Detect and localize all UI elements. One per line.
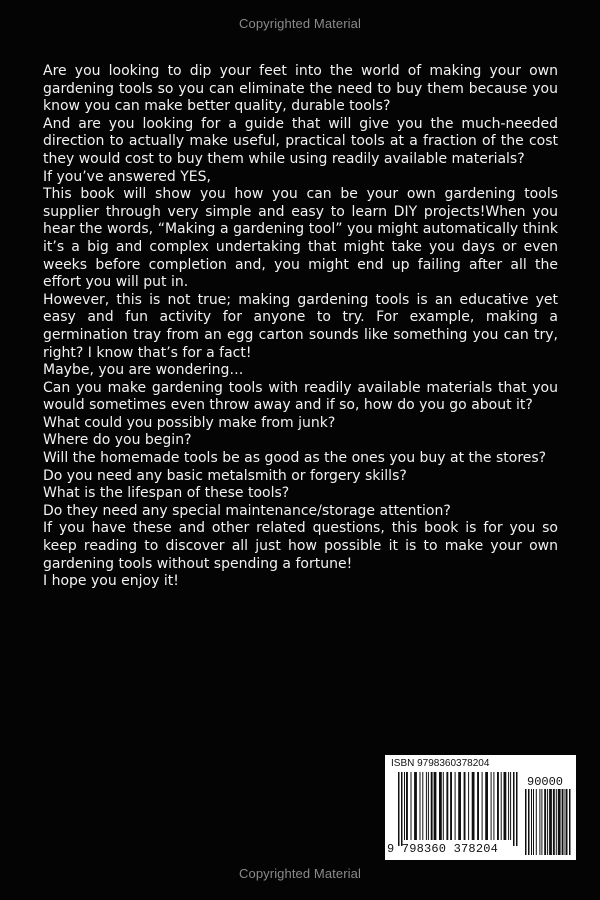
blurb-paragraph: Do you need any basic metalsmith or forgery skills?: [43, 467, 407, 484]
barcode-bar: [431, 772, 433, 840]
barcode-bar: [401, 772, 403, 846]
barcode-bar: [544, 789, 546, 855]
barcode-bar: [501, 772, 502, 840]
barcode-bar: [525, 789, 527, 855]
blurb-paragraph: Are you looking to dip your feet into the world of making your own gardening tools so you can eliminate the need to buy them because you know you can make better quality, durable tools?: [43, 63, 558, 115]
barcode-bar: [549, 789, 552, 855]
back-cover-blurb: [43, 63, 558, 591]
barcode-bar: [464, 772, 466, 840]
blurb-paragraph: If you have these and other related questions, this book is for you so keep reading to discover all just how possible it is to make your own gardening tools without spending a fortune!: [43, 520, 558, 572]
barcode-bar: [569, 789, 571, 855]
barcode-bar: [504, 772, 507, 840]
blurb-paragraph: What could you possibly make from junk?: [43, 414, 336, 431]
blurb-paragraph: However, this is not true; making gardening tools is an educative yet easy and fun activity for anyone to try. For example, making a germination tray from an egg carton sounds like something you can try, right? I know that’s for a fact!: [43, 291, 558, 361]
barcode-bar: [434, 772, 437, 840]
barcode-bar: [497, 772, 499, 840]
barcode-bar: [562, 789, 564, 855]
barcode-bar: [455, 772, 456, 840]
blurb-paragraph: This book will show you how you can be your own gardening tools supplier through very simple and easy to learn DIY projects!When you hear the words, “Making a gardening tool” you might automatically think it’s a big and complex undertaking that might take you days or even weeks before completion and, you might end up failing after all the effort you will put in.: [43, 186, 558, 291]
barcode-bar: [426, 772, 427, 840]
barcode-bar: [558, 789, 561, 855]
copyright-watermark-top: Copyrighted Material: [239, 16, 361, 31]
blurb-paragraph: Maybe, you are wondering…: [43, 362, 244, 379]
blurb-paragraph: Do they need any special maintenance/storage attention?: [43, 502, 451, 519]
barcode-bar: [443, 772, 444, 840]
barcode-bar: [493, 772, 494, 840]
blurb-paragraph: I hope you enjoy it!: [43, 573, 179, 590]
blurb-paragraph: Can you make gardening tools with readily available materials that you would sometimes even throw away and if so, how do you go about it?: [43, 379, 558, 414]
barcode-bar: [547, 789, 548, 855]
barcode-bar: [566, 789, 568, 855]
barcode-bar: [510, 772, 511, 840]
barcode-bar: [446, 772, 448, 840]
blurb-paragraph: And are you looking for a guide that will give you the much-needed direction to actually make useful, practical tools at a fraction of the cost they would cost to buy them while using readily available materials?: [43, 115, 558, 167]
barcode-bar: [477, 772, 479, 840]
barcode-bar: [468, 772, 469, 840]
barcode-bar: [450, 772, 452, 840]
barcode-bar: [428, 772, 429, 840]
isbn-label: ISBN 9798360378204: [391, 758, 490, 769]
barcode-digits: 9 798360 378204: [387, 842, 499, 856]
barcode-bar: [485, 772, 488, 840]
barcode-bar: [528, 789, 530, 855]
barcode-bar: [491, 772, 492, 840]
blurb-paragraph: If you’ve answered YES,: [43, 168, 211, 185]
price-code: 90000: [527, 775, 564, 789]
barcode-bar: [411, 772, 412, 840]
barcode-bar: [472, 772, 475, 840]
barcode-bar: [513, 772, 515, 846]
barcode-bar: [531, 789, 532, 855]
barcode-bar: [536, 789, 537, 855]
barcode-bar: [406, 772, 408, 840]
barcode-bar: [414, 772, 417, 840]
blurb-paragraph: Will the homemade tools be as good as the ones you buy at the stores?: [43, 450, 547, 467]
barcode-bar: [553, 789, 555, 855]
blurb-paragraph: What is the lifespan of these tools?: [43, 485, 290, 502]
barcode-bar: [556, 789, 557, 855]
barcode-bar: [404, 772, 405, 840]
barcode-bar: [422, 772, 423, 840]
barcode-bar: [508, 772, 509, 840]
barcode-bar: [458, 772, 461, 840]
barcode-bar: [541, 789, 542, 855]
barcode-bar: [539, 789, 540, 855]
barcode-bar: [420, 772, 421, 840]
barcode-bar: [533, 789, 534, 855]
isbn-barcode: [385, 755, 576, 860]
barcode-bar: [398, 772, 400, 846]
barcode-bar: [439, 772, 442, 840]
barcode-bar: [482, 772, 483, 840]
barcode-bar: [516, 772, 518, 846]
blurb-paragraph: Where do you begin?: [43, 432, 192, 449]
barcode-bar: [565, 789, 566, 855]
copyright-watermark-bottom: Copyrighted Material: [239, 866, 361, 881]
